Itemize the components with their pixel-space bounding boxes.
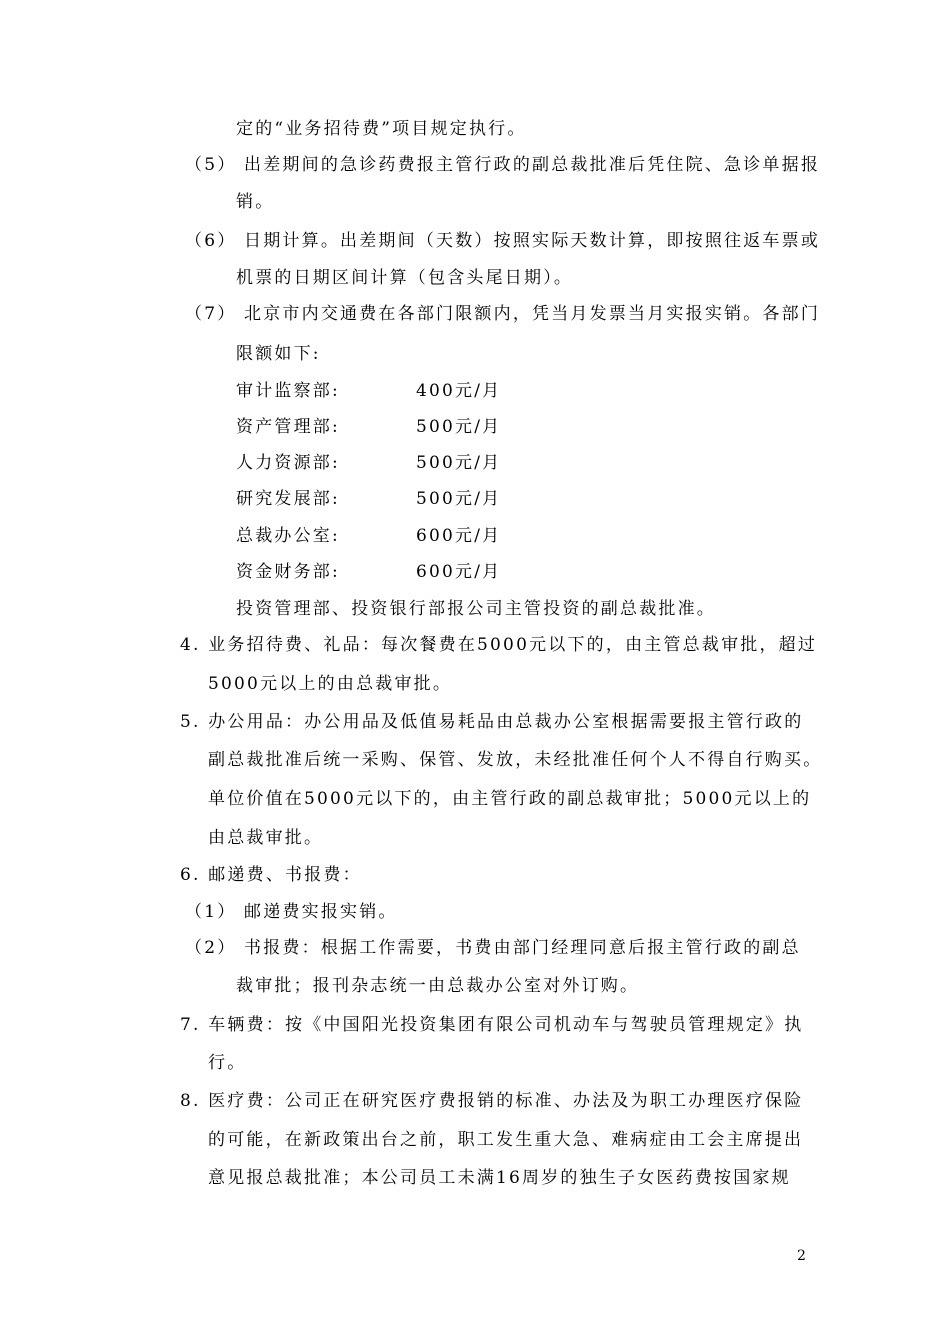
text-line: 销。	[236, 192, 275, 212]
dept-name: 研究发展部:	[236, 489, 340, 509]
dept-name: 审计监察部:	[236, 381, 340, 401]
text-line: （2） 书报费：根据工作需要，书费由部门经理同意后报主管行政的副总	[185, 938, 801, 958]
text-line: 副总裁批准后统一采购、保管、发放，未经批准任何个人不得自行购买。	[208, 750, 823, 770]
text-line: （1） 邮递费实报实销。	[185, 902, 398, 922]
dept-limit: 600元/月	[416, 526, 502, 546]
text-line: 的可能，在新政策出台之前，职工发生重大急、难病症由工会主席提出	[208, 1130, 804, 1150]
text-line: （5） 出差期间的急诊药费报主管行政的副总裁批准后凭住院、急诊单据报	[185, 155, 821, 175]
text-line: 4. 业务招待费、礼品：每次餐费在5000元以下的，由主管总裁审批，超过	[180, 635, 818, 655]
text-line: 定的“业务招待费”项目规定执行。	[236, 119, 527, 139]
dept-limit: 500元/月	[416, 453, 502, 473]
text-line: （6） 日期计算。出差期间（天数）按照实际天数计算，即按照往返车票或	[185, 231, 821, 251]
text-line: 意见报总裁批准；本公司员工未满16周岁的独生子女医药费按国家规	[208, 1168, 791, 1188]
dept-limit: 600元/月	[416, 562, 502, 582]
text-line: 6. 邮递费、书报费：	[180, 865, 362, 885]
dept-limit: 400元/月	[416, 381, 502, 401]
text-line: 单位价值在5000元以下的，由主管行政的副总裁审批；5000元以上的	[208, 789, 812, 809]
text-line: 限额如下:	[236, 344, 321, 364]
text-line: 8. 医疗费：公司正在研究医疗费报销的标准、办法及为职工办理医疗保险	[180, 1091, 804, 1111]
dept-limit: 500元/月	[416, 417, 502, 437]
dept-name: 人力资源部:	[236, 453, 340, 473]
dept-name: 资产管理部:	[236, 417, 340, 437]
text-line: 行。	[208, 1053, 247, 1073]
text-line: 机票的日期区间计算（包含头尾日期）。	[236, 268, 574, 288]
dept-limit: 500元/月	[416, 489, 502, 509]
dept-name: 资金财务部:	[236, 562, 340, 582]
text-line: 由总裁审批。	[208, 828, 324, 848]
text-line: 5. 办公用品：办公用品及低值易耗品由总裁办公室根据需要报主管行政的	[180, 712, 804, 732]
text-line: （7） 北京市内交通费在各部门限额内，凭当月发票当月实报实销。各部门	[185, 304, 821, 324]
text-line: 裁审批；报刊杂志统一由总裁办公室对外订购。	[236, 976, 640, 996]
text-line: 投资管理部、投资银行部报公司主管投资的副总裁批准。	[236, 599, 716, 619]
text-line: 5000元以上的由总裁审批。	[208, 674, 453, 694]
dept-name: 总裁办公室:	[236, 526, 340, 546]
page-number: 2	[797, 1248, 806, 1264]
text-line: 7. 车辆费：按《中国阳光投资集团有限公司机动车与驾驶员管理规定》执	[180, 1015, 804, 1035]
